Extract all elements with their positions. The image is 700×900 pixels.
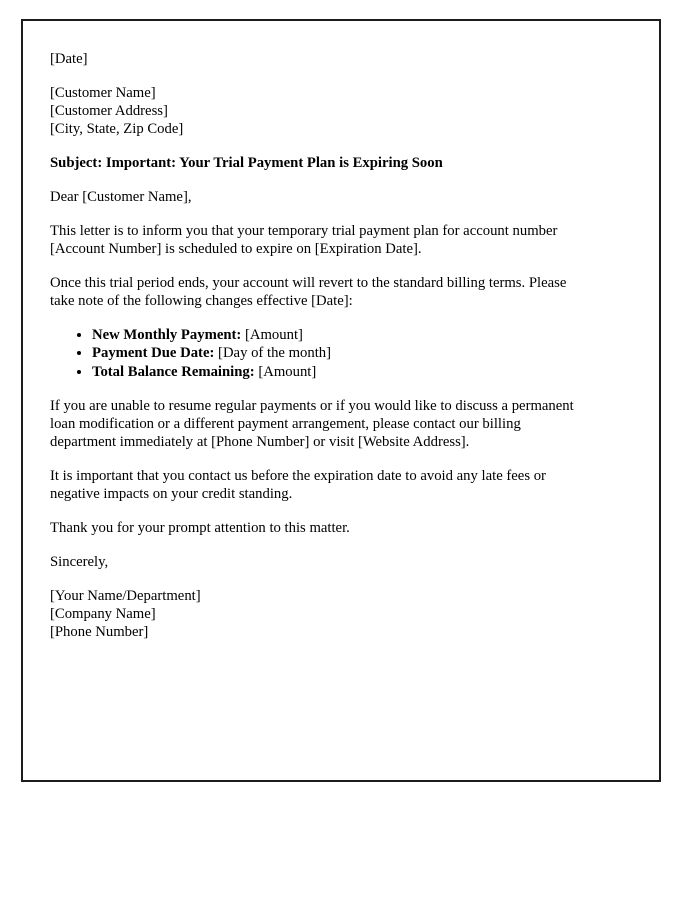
signature-name-department: [Your Name/Department] [50,587,201,604]
paragraph-warning-line: negative impacts on your credit standing. [50,485,293,502]
signature-company: [Company Name] [50,605,156,622]
recipient-name: [Customer Name] [50,85,156,101]
paragraph-intro-line: This letter is to inform you that your temporary trial payment plan for account number [50,223,558,239]
changes-list [50,326,630,381]
paragraph-intro [50,222,630,258]
letter-page [21,19,661,782]
paragraph-contact-line: If you are unable to resume regular payments or if you would like to discuss a permanent [50,397,574,414]
bullet-label: Payment Due Date: [92,345,215,362]
closing: Sincerely, [50,553,109,570]
paragraph-changes-line: Once this trial period ends, your account will revert to the standard billing terms. Please [50,275,567,291]
paragraph-warning-line: It is important that you contact us before the expiration date to avoid any late fees or [50,467,546,484]
paragraph-contact-line: loan modification or a different payment arrangement, please contact our billing [50,415,521,432]
paragraph-warning [50,467,630,503]
recipient-address: [Customer Address] [50,103,168,119]
paragraph-intro-line: [Account Number] is scheduled to expire on [Expiration Date]. [50,241,422,257]
bullet-value: [Day of the month] [218,345,332,362]
recipient-city-state-zip: [City, State, Zip Code] [50,121,184,137]
letter-content [23,21,659,641]
bullet-value: [Amount] [244,327,303,343]
salutation: Dear [Customer Name], [50,189,192,205]
bullet-label: New Monthly Payment: [92,327,242,343]
paragraph-contact-line: department immediately at [Phone Number] or visit [Website Address]. [50,433,470,450]
list-item [92,363,630,381]
bullet-value: [Amount] [258,363,317,380]
paragraph-contact [50,397,630,451]
signature-block [50,587,630,641]
date-line: [Date] [50,51,88,67]
recipient-block [50,84,630,138]
list-item [92,326,630,344]
signature-phone: [Phone Number] [50,623,149,640]
bullet-label: Total Balance Remaining: [92,363,255,380]
thanks-line: Thank you for your prompt attention to this matter. [50,519,350,536]
list-item [92,344,630,362]
paragraph-changes [50,274,630,310]
paragraph-changes-line: take note of the following changes effective [Date]: [50,293,353,309]
subject-line: Subject: Important: Your Trial Payment Plan is Expiring Soon [50,155,443,171]
